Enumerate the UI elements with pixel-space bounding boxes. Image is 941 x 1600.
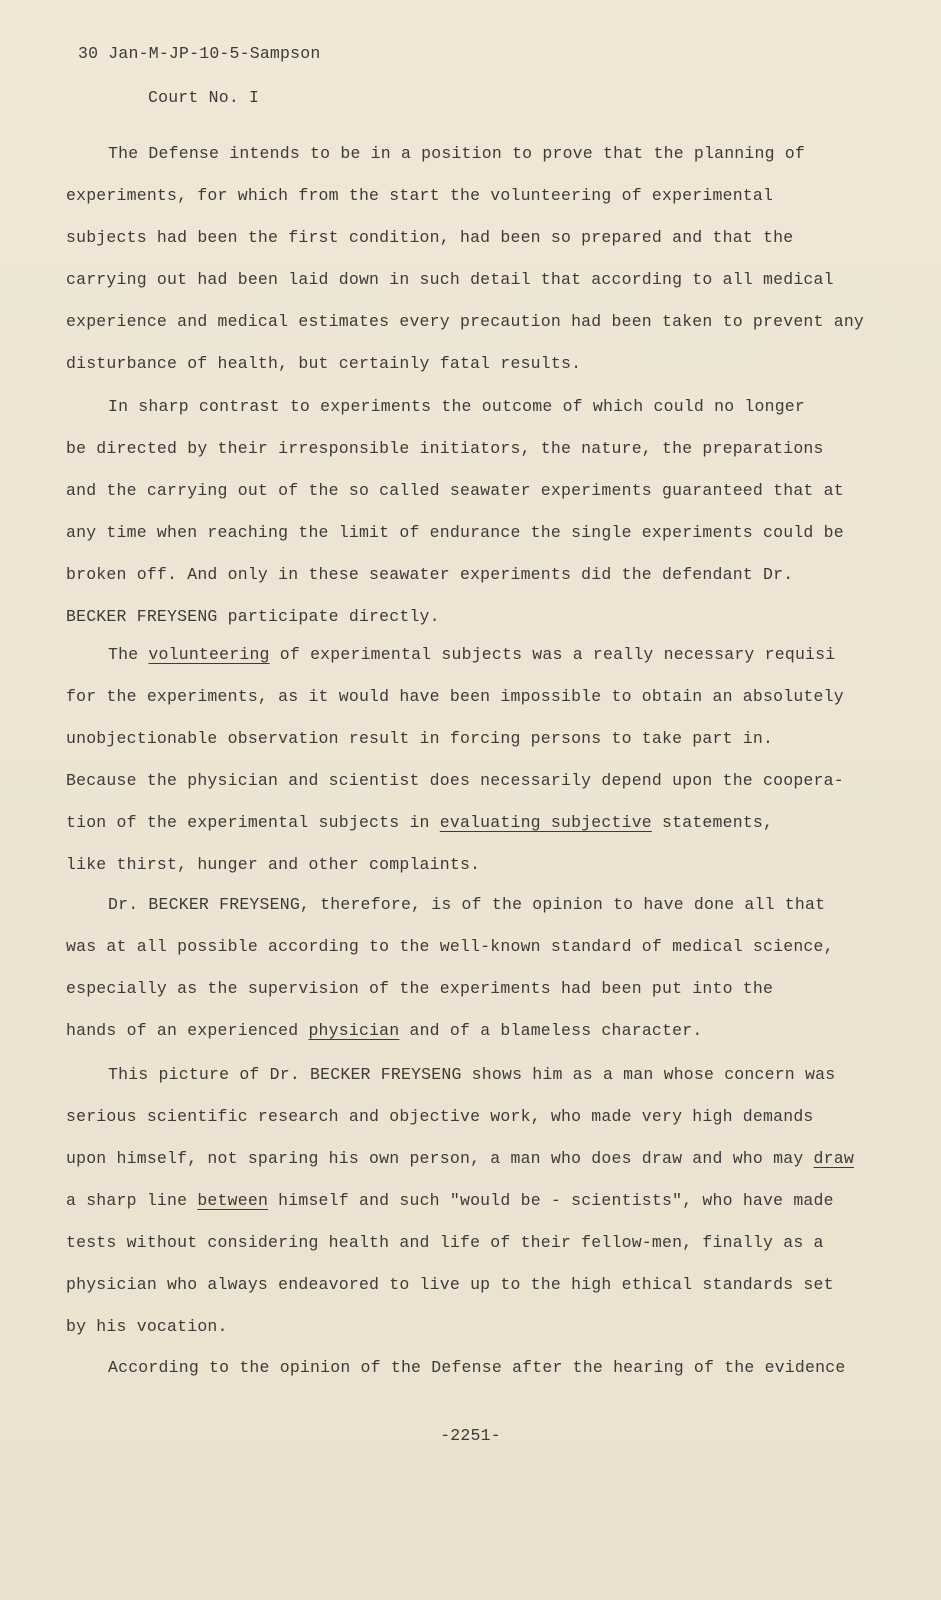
paragraph-6 bbox=[66, 1347, 866, 1389]
text-line: In sharp contrast to experiments the outcome of which could no longer bbox=[108, 397, 806, 416]
paragraph-3 bbox=[66, 634, 866, 886]
text-line: be directed by their irresponsible initiators, the nature, the preparations bbox=[66, 439, 824, 458]
paragraph-5 bbox=[66, 1054, 866, 1348]
court-label: Court No. I bbox=[148, 88, 260, 107]
text-line: Because the physician and scientist does necessarily depend upon the coopera- bbox=[66, 771, 844, 790]
text-line: The Defense intends to be in a position to prove that the planning of bbox=[108, 144, 806, 163]
paragraph-2 bbox=[66, 386, 866, 638]
text-line: especially as the supervision of the experiments had been put into the bbox=[66, 979, 774, 998]
text-line: carrying out had been laid down in such detail that according to all medical bbox=[66, 270, 834, 289]
text-line bbox=[66, 634, 866, 676]
text-fragment: statements, bbox=[651, 813, 774, 832]
text-line: and the carrying out of the so called seawater experiments guaranteed that at bbox=[66, 481, 844, 500]
text-fragment: and of a blameless character. bbox=[399, 1021, 703, 1040]
text-fragment: himself and such "would be - scientists", who have made bbox=[268, 1191, 834, 1210]
text-fragment: hands of an experienced bbox=[66, 1021, 309, 1040]
text-line: Dr. BECKER FREYSENG, therefore, is of the opinion to have done all that bbox=[108, 895, 826, 914]
text-line: was at all possible according to the well-known standard of medical science, bbox=[66, 937, 834, 956]
text-line: unobjectionable observation result in forcing persons to take part in. bbox=[66, 729, 774, 748]
text-line: experience and medical estimates every precaution had been taken to prevent any bbox=[66, 312, 865, 331]
text-line: like thirst, hunger and other complaints. bbox=[66, 855, 481, 874]
text-line bbox=[66, 1010, 866, 1052]
text-line: This picture of Dr. BECKER FREYSENG shows him as a man whose concern was bbox=[108, 1065, 836, 1084]
document-header: 30 Jan-M-JP-10-5-Sampson bbox=[78, 44, 321, 63]
text-line: by his vocation. bbox=[66, 1317, 228, 1336]
text-line: subjects had been the first condition, had been so prepared and that the bbox=[66, 228, 794, 247]
text-fragment: upon himself, not sparing his own person, a man who does draw and who may bbox=[66, 1149, 814, 1168]
underlined-term: evaluating subjective bbox=[439, 813, 652, 832]
text-line bbox=[66, 802, 866, 844]
underlined-term: volunteering bbox=[148, 645, 270, 664]
text-line: for the experiments, as it would have been impossible to obtain an absolutely bbox=[66, 687, 844, 706]
text-line bbox=[66, 1180, 866, 1222]
paragraph-1 bbox=[66, 133, 866, 385]
text-line: physician who always endeavored to live up to the high ethical standards set bbox=[66, 1275, 834, 1294]
underlined-term: draw bbox=[813, 1149, 854, 1168]
underlined-term: physician bbox=[308, 1021, 400, 1040]
text-line bbox=[66, 1138, 866, 1180]
text-fragment: of experimental subjects was a really necessary requisi bbox=[269, 645, 836, 664]
text-line: BECKER FREYSENG participate directly. bbox=[66, 607, 440, 626]
text-line: tests without considering health and life of their fellow-men, finally as a bbox=[66, 1233, 824, 1252]
underlined-term: between bbox=[197, 1191, 269, 1210]
text-line: disturbance of health, but certainly fatal results. bbox=[66, 354, 582, 373]
text-line: any time when reaching the limit of endurance the single experiments could be bbox=[66, 523, 844, 542]
page-number: -2251- bbox=[440, 1426, 501, 1445]
text-line: According to the opinion of the Defense after the hearing of the evidence bbox=[108, 1358, 846, 1377]
text-line: experiments, for which from the start the volunteering of experimental bbox=[66, 186, 774, 205]
text-line: broken off. And only in these seawater experiments did the defendant Dr. bbox=[66, 565, 794, 584]
text-fragment: The bbox=[108, 645, 149, 664]
text-fragment: tion of the experimental subjects in bbox=[66, 813, 440, 832]
paragraph-4 bbox=[66, 884, 866, 1052]
text-fragment: a sharp line bbox=[66, 1191, 198, 1210]
text-line: serious scientific research and objective work, who made very high demands bbox=[66, 1107, 814, 1126]
